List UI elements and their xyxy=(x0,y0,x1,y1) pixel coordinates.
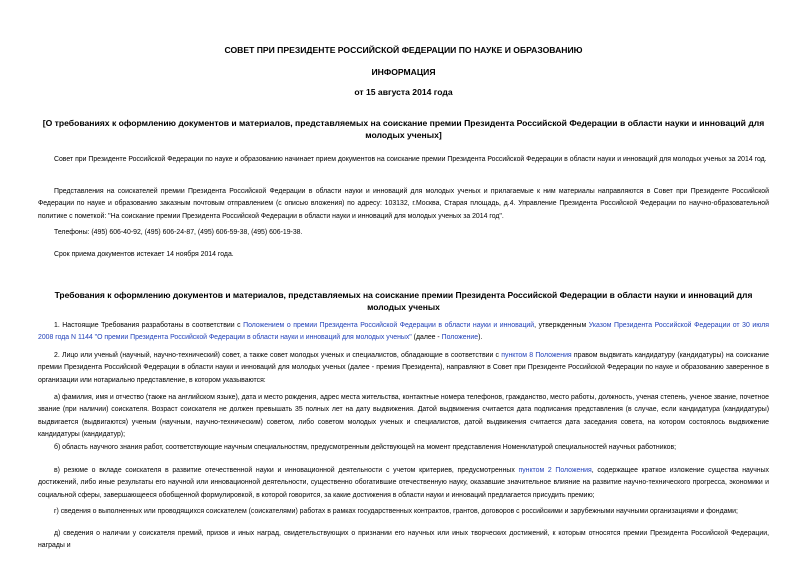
link-punkt-8[interactable]: пунктом 8 Положения xyxy=(501,352,572,359)
item-g: г) сведения о выполненных или проводящихся соискателем (соискателями) работах в рамках государственных контрактов, грантов, договоров с российскими и зарубежными научными организациями и фондами; xyxy=(54,508,738,515)
link-punkt-2[interactable]: пунктом 2 Положения xyxy=(518,467,592,474)
link-polozhenie[interactable]: Положением о премии Президента Российской Федерации в области науки и инноваций xyxy=(243,322,535,329)
item-2: 2. Лицо или ученый (научный, научно-технический) совет, а также совет молодых ученых и специалистов, обладающие в соответствии с пунктом 8 Положения правом выдвигать кандидатуру (кандидатуры) на соискание премии Президента Российской Федерации в области науки и инноваций для молодых ученых (далее - премия Президента), направляют в Совет при Президенте Российской Федерации по науке и образованию заверенное в организации или нотариально представление, в котором указываются: xyxy=(38,352,769,384)
header-org: СОВЕТ ПРИ ПРЕЗИДЕНТЕ РОССИЙСКОЙ ФЕДЕРАЦИИ ПО НАУКЕ И ОБРАЗОВАНИЮ xyxy=(224,45,583,55)
intro-paragraph-2: Представления на соискателей премии Президента Российской Федерации в области науки и инноваций для молодых ученых и прилагаемые к ним материалы направляются в Совет при Президенте Российской Федерации по науке и образованию заказным почтовым отправлением (с описью вложения) по адресу: 103132, г.Москва, Старая площадь, д.4. Управление Президента Российской Федерации по научно-образовательной политике с пометкой: "На соискание премии Президента Российской Федерации в области науки и инноваций для молодых ученых за 2014 год". xyxy=(38,188,769,220)
header-date: от 15 августа 2014 года xyxy=(354,87,453,97)
intro-phones: Телефоны: (495) 606-40-92, (495) 606-24-87, (495) 606-59-38, (495) 606-19-38. xyxy=(54,229,303,236)
intro-paragraph-1: Совет при Президенте Российской Федерации по науке и образованию начинает прием документов на соискание премии Президента Российской Федерации в области науки и инноваций для молодых ученых за 2014 год. xyxy=(54,156,767,163)
link-polozhenie-short[interactable]: Положение xyxy=(441,334,479,342)
item-v: в) резюме о вкладе соискателя в развитие отечественной науки и инновационной деятельности с учетом критериев, предусмотренных пунктом 2 Положения, содержащее краткое изложение существа научных достижений, либо иные результаты его научной или инновационной деятельности, существенно обогатившие отечественную науку, оказавшие значительное влияние на развитие научно-технического прогресса, экономики и социальной сферы, завершающееся обобщенной формулировкой, в которой говорится, за какие достижения в области науки и инноваций предлагается присудить премию; xyxy=(38,467,769,499)
document-subject: [О требованиях к оформлению документов и материалов, представляемых на соискание премии Президента Российской Федерации в области науки и инноваций для молодых ученых] xyxy=(42,118,765,140)
intro-deadline: Срок приема документов истекает 14 ноября 2014 года. xyxy=(54,251,234,258)
header-doc-type: ИНФОРМАЦИЯ xyxy=(371,67,436,77)
item-a: а) фамилия, имя и отчество (также на английском языке), дата и место рождения, адрес места жительства, контактные номера телефонов, гражданство, место работы, должность, ученая степень, ученое звание, почетное звание (при наличии) соискателя. Возраст соискателя не должен превышать 35 полных лет на дату выдвижения. Датой выдвижения считается дата подписания представления (в случае, если кандидатура (кандидатуры) выдвигается (выдвигаются) ученым (научным, научно-техническим) советом, либо советом молодых ученых и специалистов, датой выдвижения считается дата заседания совета, на котором состоялось выдвижение кандидатуры (кандидатур); xyxy=(38,394,769,438)
link-ukaz[interactable]: Указом Президента Российской Федерации от 30 июля 2008 года N 1144 "О премии Президента Российской Федерации в области науки и инноваций для молодых ученых" xyxy=(38,322,769,342)
item-d: д) сведения о наличии у соискателя премий, призов и иных наград, свидетельствующих о признании его научных или иных творческих достижений, к которым относятся премии Президента Российской Федерации, награды и xyxy=(38,530,769,550)
item-1: 1. Настоящие Требования разработаны в соответствии с Положением о премии Президента Российской Федерации в области науки и инноваций, утвержденным Указом Президента Российской Федерации от 30 июля 2008 года N 1144 "О премии Президента Российской Федерации в области науки и инноваций для молодых ученых" (далее - Положение). xyxy=(38,322,769,342)
item-b: б) область научного знания работ, соответствующие научным специальностям, предусмотренным действующей на момент представления Номенклатурой специальностей научных работников; xyxy=(54,444,677,451)
section-title: Требования к оформлению документов и материалов, представляемых на соискание премии Президента Российской Федерации в области науки и инноваций для молодых ученых xyxy=(54,290,753,312)
